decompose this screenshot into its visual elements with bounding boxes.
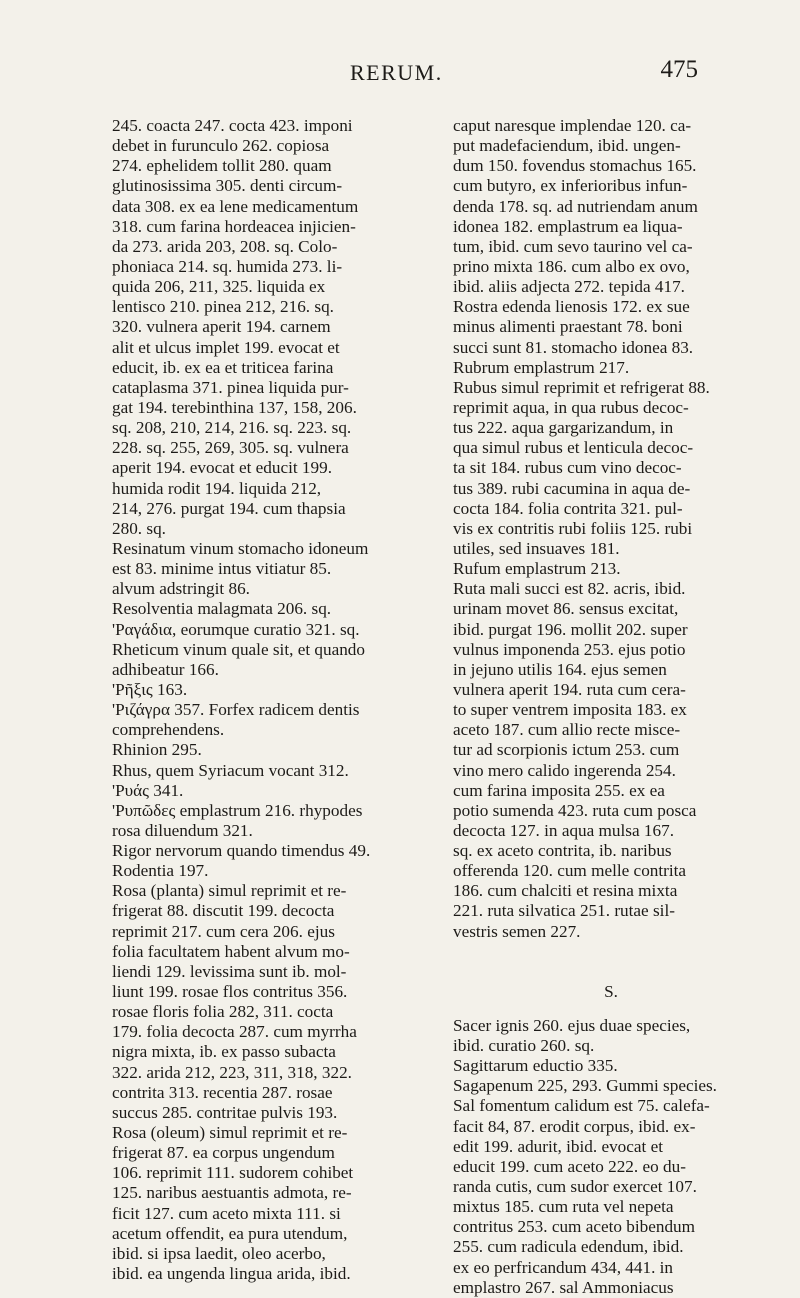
- index-line: caput naresque implendae 120. ca-: [453, 116, 692, 135]
- index-line: 'Ρυάς 341.: [112, 780, 184, 800]
- index-line: 'Ρυπῶδες emplastrum 216. rhypodes: [112, 800, 363, 820]
- index-line: 274. ephelidem tollit 280. quam: [112, 156, 332, 176]
- index-line: Rigor nervorum quando timendus 49.: [112, 841, 371, 861]
- index-line: 221. ruta silvatica 251. rutae sil-: [453, 901, 675, 921]
- index-line: alvum adstringit 86.: [112, 579, 250, 599]
- index-line: glutinosissima 305. denti circum-: [112, 176, 343, 196]
- index-line: Rufum emplastrum 213.: [453, 559, 621, 579]
- index-line: in jejuno utilis 164. ejus semen: [453, 659, 667, 679]
- index-line: ficit 127. cum aceto mixta 111. si: [112, 1203, 341, 1223]
- index-line: 318. cum farina hordeacea injicien-: [112, 216, 356, 236]
- index-line: reprimit 217. cum cera 206. ejus: [112, 921, 335, 941]
- index-line: data 308. ex ea lene medicamentum: [112, 196, 359, 216]
- index-line: 255. cum radicula edendum, ibid.: [453, 1237, 684, 1257]
- index-line: minus alimenti praestant 78. boni: [453, 317, 683, 337]
- right-column-top: [453, 116, 769, 942]
- index-line: ibid. purgat 196. mollit 202. super: [453, 619, 688, 639]
- index-line: cum butyro, ex inferioribus infun-: [453, 176, 688, 196]
- left-column: [112, 116, 428, 1284]
- index-line: utiles, sed insuaves 181.: [453, 538, 620, 558]
- running-head: [0, 56, 800, 90]
- index-line: prino mixta 186. cum albo ex ovo,: [453, 256, 690, 276]
- index-line: quida 206, 211, 325. liquida ex: [112, 277, 326, 297]
- index-line: humida rodit 194. liquida 212,: [112, 478, 322, 498]
- index-line: sq. ex aceto contrita, ib. naribus: [453, 841, 672, 861]
- index-line: rosae floris folia 282, 311. cocta: [112, 1002, 334, 1022]
- index-line: rosa diluendum 321.: [112, 820, 253, 840]
- index-line: 'Ραγάδια, eorumque curatio 321. sq.: [112, 619, 360, 639]
- index-line: 'Ριζάγρα 357. Forfex radicem dentis: [112, 700, 360, 720]
- index-line: 106. reprimit 111. sudorem cohibet: [112, 1163, 354, 1183]
- index-line: Sagapenum 225, 293. Gummi species.: [453, 1076, 717, 1096]
- running-title: RERUM.: [350, 60, 443, 85]
- index-line: Rostra edenda lienosis 172. ex sue: [453, 297, 690, 317]
- index-line: 228. sq. 255, 269, 305. sq. vulnera: [112, 438, 349, 458]
- index-line: Rubrum emplastrum 217.: [453, 357, 630, 377]
- index-line: Sagittarum eductio 335.: [453, 1056, 618, 1076]
- index-line: qua simul rubus et lenticula decoc-: [453, 438, 694, 458]
- index-line: ta sit 184. rubus cum vino decoc-: [453, 458, 682, 478]
- index-line: Sal fomentum calidum est 75. calefa-: [453, 1096, 710, 1116]
- index-line: phoniaca 214. sq. humida 273. li-: [112, 256, 343, 276]
- index-line: lentisco 210. pinea 212, 216. sq.: [112, 297, 334, 317]
- index-line: cocta 184. folia contrita 321. pul-: [453, 498, 683, 518]
- index-line: Rubus simul reprimit et refrigerat 88.: [453, 377, 710, 397]
- index-line: 214, 276. purgat 194. cum thapsia: [112, 498, 346, 518]
- index-line: vino mero calido ingerenda 254.: [453, 760, 676, 780]
- index-line: urinam movet 86. sensus excitat,: [453, 599, 679, 619]
- index-line: dum 150. fovendus stomachus 165.: [453, 156, 697, 176]
- index-line: vulnus imponenda 253. ejus potio: [453, 639, 686, 659]
- index-line: sq. 208, 210, 214, 216. sq. 223. sq.: [112, 418, 352, 438]
- index-line: aperit 194. evocat et educit 199.: [112, 458, 333, 478]
- index-line: tur ad scorpionis ictum 253. cum: [453, 740, 680, 760]
- index-line: gat 194. terebinthina 137, 158, 206.: [112, 397, 357, 417]
- index-line: put madefaciendum, ibid. ungen-: [453, 136, 681, 156]
- index-line: emplastro 267. sal Ammoniacus: [453, 1277, 674, 1297]
- index-line: frigerat 88. discutit 199. decocta: [112, 901, 335, 921]
- index-line: succus 285. contritae pulvis 193.: [112, 1102, 338, 1122]
- index-line: cataplasma 371. pinea liquida pur-: [112, 377, 349, 397]
- section-gap: [453, 1002, 769, 1016]
- index-line: Rodentia 197.: [112, 861, 209, 881]
- page-number: 475: [660, 56, 698, 83]
- index-line: succi sunt 81. stomacho idonea 83.: [453, 337, 694, 357]
- index-line: alit et ulcus implet 199. evocat et: [112, 337, 340, 357]
- index-line: Rosa (planta) simul reprimit et re-: [112, 881, 347, 901]
- index-line: ibid. ea ungenda lingua arida, ibid.: [112, 1264, 351, 1284]
- index-line: 245. coacta 247. cocta 423. imponi: [112, 116, 353, 135]
- index-line: 280. sq.: [112, 518, 166, 538]
- index-line: Resinatum vinum stomacho idoneum: [112, 538, 369, 558]
- index-line: tus 222. aqua gargarizandum, in: [453, 418, 674, 438]
- index-line: da 273. arida 203, 208. sq. Colo-: [112, 236, 338, 256]
- index-line: Rhus, quem Syriacum vocant 312.: [112, 760, 349, 780]
- index-line: acetum offendit, ea pura utendum,: [112, 1223, 348, 1243]
- index-line: tum, ibid. cum sevo taurino vel ca-: [453, 236, 693, 256]
- index-line: randa cutis, cum sudor exercet 107.: [453, 1177, 697, 1197]
- index-line: Sacer ignis 260. ejus duae species,: [453, 1015, 691, 1035]
- index-line: contrita 313. recentia 287. rosae: [112, 1082, 333, 1102]
- index-line: Resolventia malagmata 206. sq.: [112, 599, 332, 619]
- index-line: adhibeatur 166.: [112, 659, 219, 679]
- index-line: facit 84, 87. erodit corpus, ibid. ex-: [453, 1116, 696, 1136]
- index-line: vis ex contritis rubi foliis 125. rubi: [453, 518, 693, 538]
- index-line: folia facultatem habent alvum mo-: [112, 941, 350, 961]
- index-line: 'Ρῆξις 163.: [112, 679, 188, 699]
- index-line: 125. naribus aestuantis admota, re-: [112, 1183, 352, 1203]
- right-column: [453, 116, 769, 1298]
- index-line: liendi 129. levissima sunt ib. mol-: [112, 961, 347, 981]
- index-line: nigra mixta, ib. ex passo subacta: [112, 1042, 336, 1062]
- index-line: vulnera aperit 194. ruta cum cera-: [453, 679, 686, 699]
- index-line: 322. arida 212, 223, 311, 318, 322.: [112, 1062, 352, 1082]
- index-line: contritus 253. cum aceto bibendum: [453, 1217, 696, 1237]
- index-line: offerenda 120. cum melle contrita: [453, 861, 687, 881]
- index-line: aceto 187. cum allio recte misce-: [453, 720, 681, 740]
- section-gap: [453, 942, 769, 982]
- index-line: idonea 182. emplastrum ea liqua-: [453, 216, 683, 236]
- index-line: tus 389. rubi cacumina in aqua de-: [453, 478, 691, 498]
- index-line: ibid. curatio 260. sq.: [453, 1036, 595, 1056]
- index-line: reprimit aqua, in qua rubus decoc-: [453, 397, 689, 417]
- index-line: Rheticum vinum quale sit, et quando: [112, 639, 365, 659]
- index-line: to super ventrem imposita 183. ex: [453, 700, 687, 720]
- index-line: edit 199. adurit, ibid. evocat et: [453, 1136, 664, 1156]
- index-line: Rhinion 295.: [112, 740, 202, 760]
- index-line: 179. folia decocta 287. cum myrrha: [112, 1022, 357, 1042]
- index-line: ibid. si ipsa laedit, oleo acerbo,: [112, 1243, 326, 1263]
- index-line: vestris semen 227.: [453, 921, 581, 941]
- section-letter: S.: [604, 981, 618, 1001]
- index-line: denda 178. sq. ad nutriendam anum: [453, 196, 698, 216]
- index-line: ibid. aliis adjecta 272. tepida 417.: [453, 277, 685, 297]
- index-line: Rosa (oleum) simul reprimit et re-: [112, 1123, 348, 1143]
- index-line: debet in furunculo 262. copiosa: [112, 136, 330, 156]
- index-line: frigerat 87. ea corpus ungendum: [112, 1143, 335, 1163]
- index-line: 320. vulnera aperit 194. carnem: [112, 317, 331, 337]
- index-line: Ruta mali succi est 82. acris, ibid.: [453, 579, 686, 599]
- index-line: comprehendens.: [112, 720, 225, 740]
- index-line: est 83. minime intus vitiatur 85.: [112, 559, 332, 579]
- index-line: educit, ib. ex ea et triticea farina: [112, 357, 334, 377]
- index-line: mixtus 185. cum ruta vel nepeta: [453, 1197, 674, 1217]
- index-line: cum farina imposita 255. ex ea: [453, 780, 665, 800]
- index-line: ex eo perfricandum 434, 441. in: [453, 1257, 674, 1277]
- index-line: decocta 127. in aqua mulsa 167.: [453, 820, 674, 840]
- index-line: educit 199. cum aceto 222. eo du-: [453, 1156, 686, 1176]
- right-column-bottom: [453, 1016, 769, 1298]
- index-line: liunt 199. rosae flos contritus 356.: [112, 982, 348, 1002]
- index-line: potio sumenda 423. ruta cum posca: [453, 800, 697, 820]
- index-line: 186. cum chalciti et resina mixta: [453, 881, 678, 901]
